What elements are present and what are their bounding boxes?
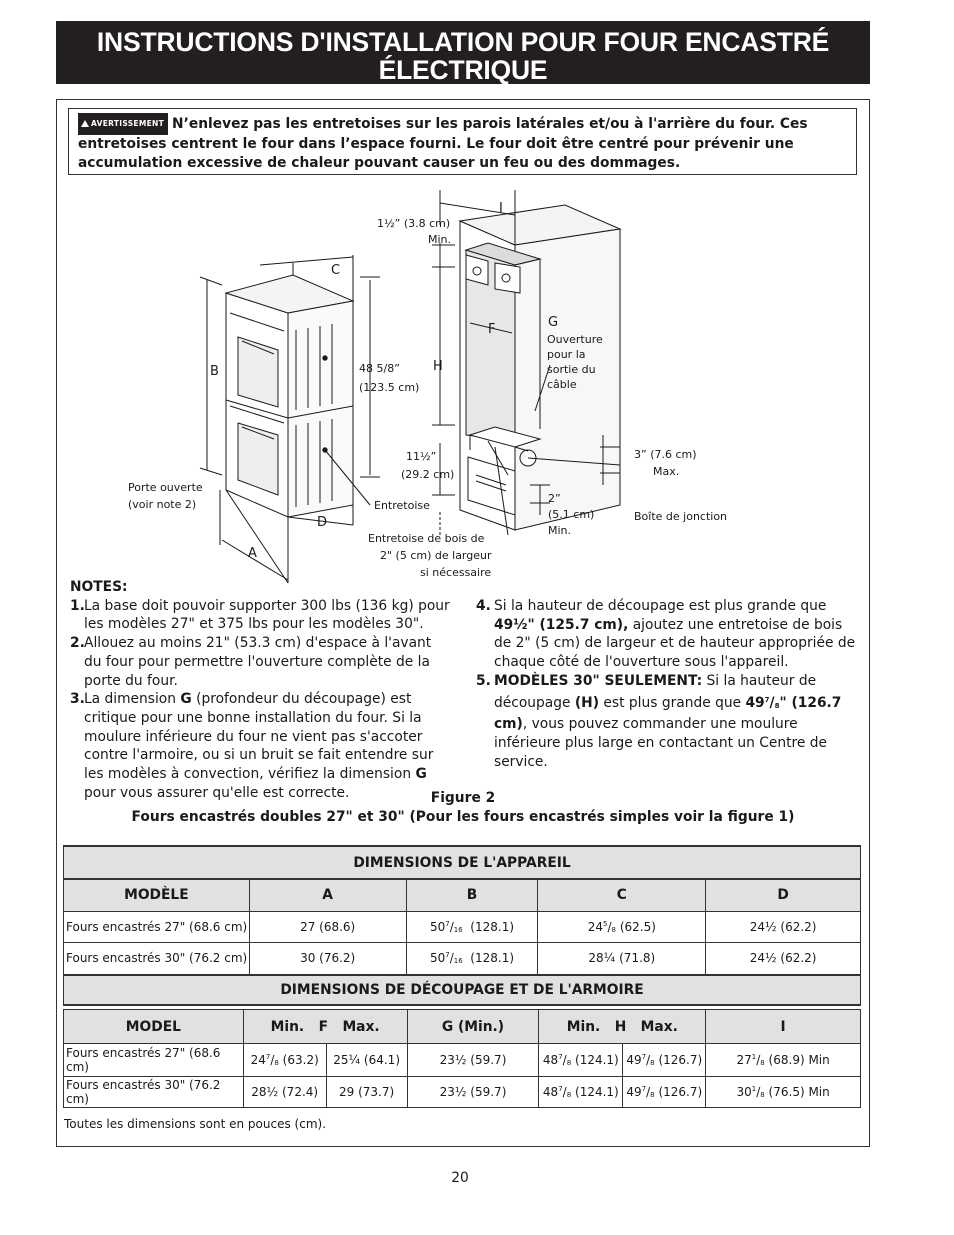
two-in-label-1: 2” <box>548 492 561 505</box>
table-row: Fours encastrés 30" (76.2 cm) 28½ (72.4) 29 (73.7) 23½ (59.7) $48^7/_8$ (124.1) $49^7/_8$ (126.7) $30^1/_8$ (76.5) Min <box>64 1077 861 1108</box>
cable-label-1: Ouverture <box>547 333 603 346</box>
note-1: 1. La base doit pouvoir supporter 300 lbs (136 kg) pour les modèles 27" et 375 lbs pour les modèles 30". <box>70 597 450 633</box>
figure-label: Figure 2 <box>430 790 496 806</box>
notes-right <box>476 597 860 771</box>
note-4: 4. Si la hauteur de découpage est plus grande que 49½" (125.7 cm), ajoutez une entretoise de bois de 2" (5 cm) de largeur et de hauteur appropriée de chaque côté de l'ouverture sous l'appareil. <box>476 598 856 671</box>
wood-label-3: si nécessaire <box>420 566 492 579</box>
page-subtitle: (Combiné à une table de cuisson électrique ou à gaz (en option)) <box>215 88 711 104</box>
figure-caption: Fours encastrés doubles 27" et 30" (Pour les fours encastrés simples voir la figure 1) <box>131 809 795 825</box>
label-i: I <box>499 201 503 216</box>
page-title: INSTRUCTIONS D'INSTALLATION POUR FOUR ENCASTRÉ ÉLECTRIQUE <box>96 27 830 85</box>
table-row: Fours encastrés 27" (68.6 cm) $24^7/_8$ (63.2) 25¼ (64.1) 23½ (59.7) $48^7/_8$ (124.1) $49^7/_8$ (126.7) $27^1/_8$ (68.9) Min <box>64 1044 861 1077</box>
installation-diagram <box>110 185 750 585</box>
table1-header-row: MODÈLE A B C D <box>64 879 861 911</box>
table-row: Fours encastrés 27" (68.6 cm) 27 (68.6) $50^7/_{16}$ (128.1) $24^5/_8$ (62.5) 24½ (62.2) <box>64 911 861 942</box>
height-label-1: 48 5/8” <box>359 362 400 375</box>
spacer-label: Entretoise <box>374 499 430 512</box>
cutout-height-value: $49^7/_8$" (126.7 cm) <box>494 694 842 733</box>
clear-top-label-1: 1½” (3.8 cm) <box>377 217 451 230</box>
page-header <box>56 21 870 104</box>
footnote: Toutes les dimensions sont en pouces (cm). <box>64 1117 327 1131</box>
label-g: G <box>548 315 559 330</box>
cable-label-2: pour la <box>547 348 586 361</box>
wood-label-1: Entretoise de bois de <box>368 532 485 545</box>
height-label-2: (123.5 cm) <box>359 381 420 394</box>
cutout-table <box>63 1009 861 1108</box>
clear-bottom-label-1: 11½” <box>406 450 437 463</box>
table1-title-row: DIMENSIONS DE L'APPAREIL <box>64 846 861 879</box>
door-label-2: (voir note 2) <box>128 498 197 511</box>
label-f: F <box>488 322 496 337</box>
max-label-1: 3” (7.6 cm) <box>634 448 697 461</box>
notes-left <box>70 578 450 802</box>
warning-triangle-icon <box>81 120 89 127</box>
label-b: B <box>210 364 219 379</box>
two-in-label-3: Min. <box>548 524 572 537</box>
door-label-1: Porte ouverte <box>128 481 203 494</box>
dimensions-table <box>63 845 861 1006</box>
label-a: A <box>248 546 257 561</box>
max-label-2: Max. <box>653 465 680 478</box>
label-h: H <box>433 359 443 374</box>
label-d: D <box>317 515 328 530</box>
clear-top-label-2: Min. <box>428 233 452 246</box>
cable-label-3: sortie du <box>547 363 596 376</box>
cable-label-4: câble <box>547 378 577 391</box>
wood-label-2: 2" (5 cm) de largeur <box>380 549 492 562</box>
note-2: 2. Allouez au moins 21" (53.3 cm) d'espace à l'avant du four pour permettre l'ouverture complète de la porte du four. <box>70 635 432 689</box>
clear-bottom-label-2: (29.2 cm) <box>401 468 455 481</box>
page-number: 20 <box>451 1170 469 1186</box>
label-c: C <box>331 263 341 278</box>
two-in-label-2: (5.1 cm) <box>548 508 595 521</box>
warning-box <box>68 108 857 175</box>
warning-text: N’enlevez pas les entretoises sur les parois latérales et/ou à l'arrière du four. Ces entretoises centrent le four dans l’espace fourni. Le four doit être centré pour prévenir une accumulation excessive de chaleur pouvant causer un feu ou des dommages. <box>78 116 808 171</box>
table2-title-row: DIMENSIONS DE DÉCOUPAGE ET DE L'ARMOIRE <box>64 975 861 1005</box>
note-3: 3. La dimension G (profondeur du découpage) est critique pour une bonne installation du four. Si la moulure inférieure du four ne vient pas s'accoter contre l'armoire, ou si un bruit se fait entendre sur les modèles à convection, vérifiez la dimension G pour vous assurer qu'elle est correcte. <box>70 691 434 801</box>
junction-label: Boîte de jonction <box>634 510 728 523</box>
table-row: Fours encastrés 30" (76.2 cm) 30 (76.2) $50^7/_{16}$ (128.1) 28¼ (71.8) 24½ (62.2) <box>64 942 861 975</box>
warning-badge: AVERTISSEMENT <box>78 113 168 135</box>
notes-title: NOTES: <box>70 579 128 595</box>
note-5: 5. MODÈLES 30" SEULEMENT: Si la hauteur de découpage (H) est plus grande que $49^7/_8$" (126.7 cm), vous pouvez commander une moulure inférieure plus large en contactant un Centre de service. <box>476 672 842 770</box>
table2-header-row: MODEL Min. F Max. G (Min.) Min. H Max. I <box>64 1010 861 1044</box>
